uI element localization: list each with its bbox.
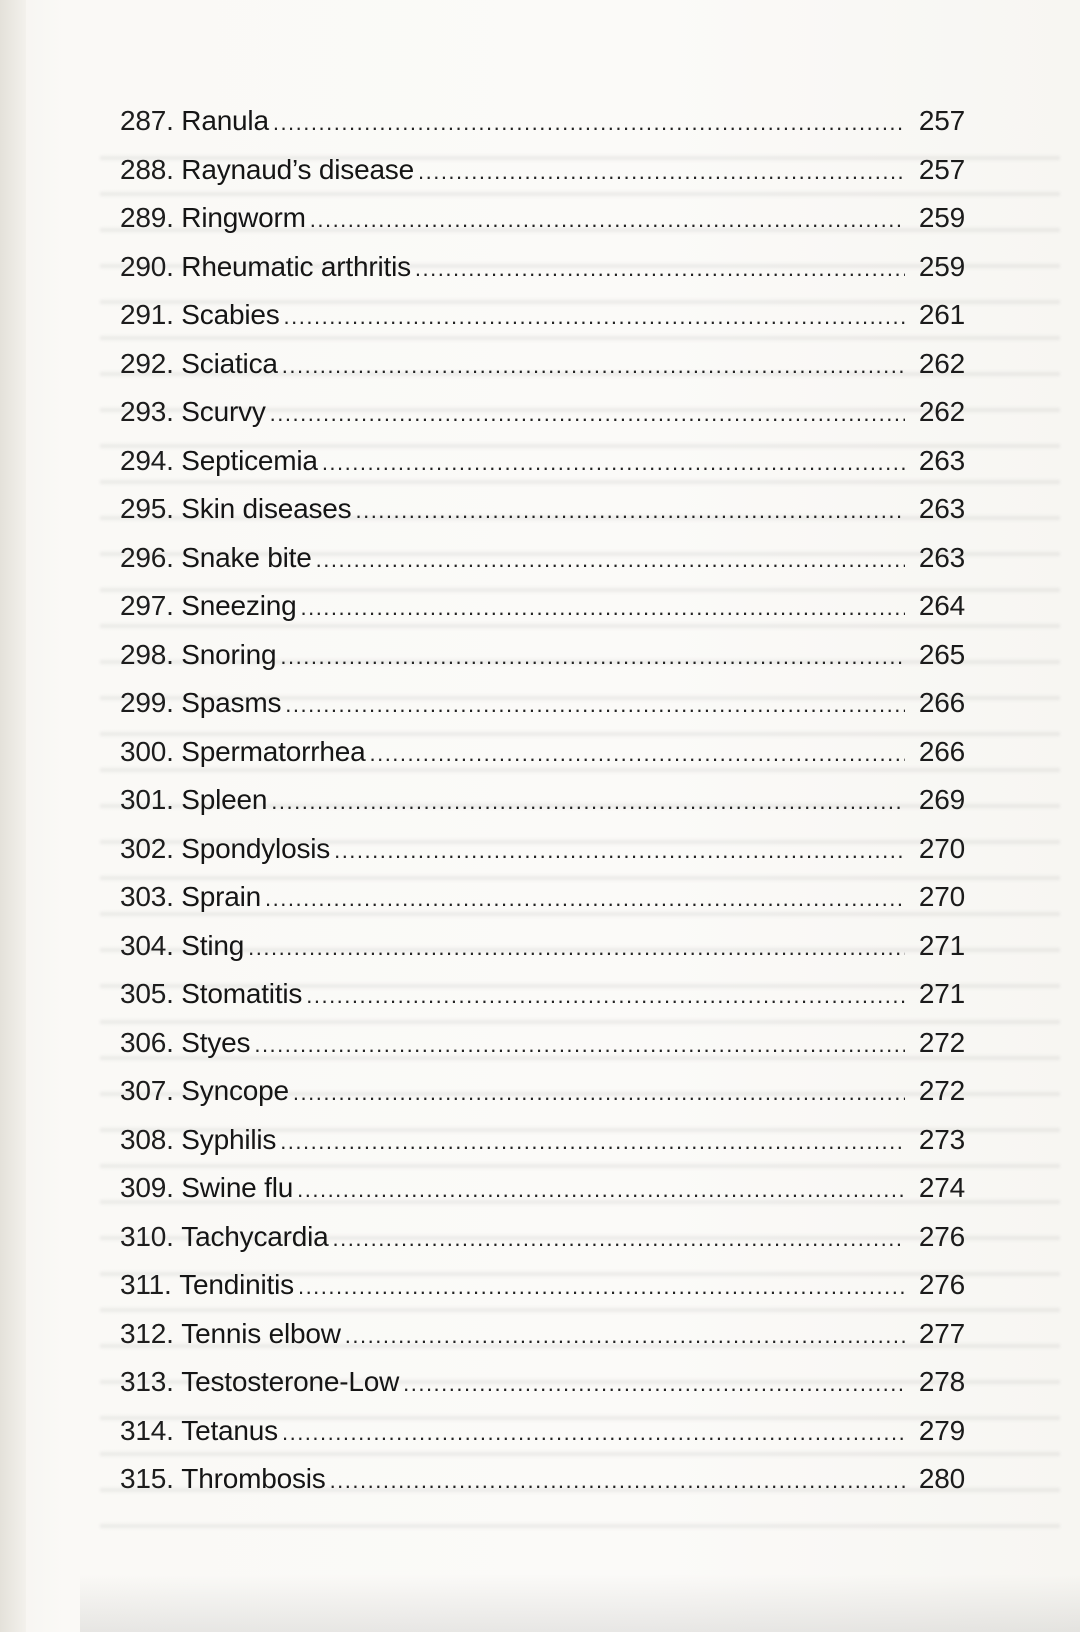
- dot-leader: [282, 342, 905, 391]
- dot-leader: [369, 730, 905, 779]
- entry-number: 291.: [120, 299, 174, 330]
- entry-number: 292.: [120, 347, 174, 379]
- toc-entry: [120, 582, 965, 631]
- dot-leader: [345, 1312, 905, 1361]
- toc-entry: [120, 1067, 965, 1116]
- entry-title: Septicemia: [181, 444, 318, 476]
- entry-number: 301.: [120, 784, 174, 815]
- entry-number: 304.: [120, 929, 174, 961]
- entry-title: Sprain: [181, 881, 262, 912]
- entry-number: 315.: [120, 1463, 174, 1494]
- entry-page-number: 270: [918, 881, 965, 912]
- dot-leader: [254, 1021, 905, 1070]
- table-of-contents: [120, 97, 965, 1504]
- entry-page-number: 273: [918, 1123, 965, 1155]
- dot-leader: [293, 1069, 905, 1118]
- dot-leader: [322, 439, 905, 488]
- entry-title: Spondylosis: [181, 832, 331, 864]
- entry-page-number: 272: [918, 1026, 965, 1058]
- entry-page-number: 263: [918, 541, 965, 573]
- entry-page-number: 259: [918, 202, 965, 233]
- toc-entry: [120, 1455, 965, 1504]
- entry-number: 303.: [120, 881, 174, 912]
- entry-number: 305.: [120, 978, 174, 1009]
- entry-page-number: 274: [918, 1172, 965, 1203]
- dot-leader: [280, 1118, 905, 1167]
- entry-number: 293.: [120, 396, 174, 427]
- toc-entry: [120, 437, 965, 486]
- toc-entry: [120, 534, 965, 583]
- entry-page-number: 271: [918, 929, 965, 961]
- entry-title: Scabies: [181, 299, 280, 330]
- entry-page-number: 263: [918, 493, 965, 524]
- entry-number: 294.: [120, 444, 174, 476]
- toc-entry: [120, 1213, 965, 1262]
- toc-entry: [120, 1164, 965, 1213]
- entry-number: 306.: [120, 1026, 174, 1058]
- entry-page-number: 266: [918, 687, 965, 718]
- entry-number: 298.: [120, 638, 174, 670]
- entry-number: 302.: [120, 832, 174, 864]
- dot-leader: [284, 293, 905, 342]
- toc-entry: [120, 340, 965, 389]
- entry-number: 310.: [120, 1220, 174, 1252]
- dot-leader: [265, 875, 905, 924]
- toc-entry: [120, 146, 965, 195]
- dot-leader: [333, 1215, 905, 1264]
- dot-leader: [300, 584, 905, 633]
- entry-title: Spleen: [181, 784, 268, 815]
- entry-title: Styes: [181, 1026, 251, 1058]
- entry-title: Tachycardia: [181, 1220, 329, 1252]
- entry-title: Sting: [181, 929, 245, 961]
- entry-page-number: 262: [918, 347, 965, 379]
- dot-leader: [270, 390, 905, 439]
- toc-entry: [120, 970, 965, 1019]
- entry-title: Testosterone-Low: [181, 1366, 400, 1397]
- toc-entry: [120, 873, 965, 922]
- entry-title: Skin diseases: [181, 493, 352, 524]
- entry-title: Snake bite: [181, 541, 312, 573]
- page-bottom-shadow: [80, 1574, 1080, 1632]
- entry-number: 311.: [120, 1269, 172, 1300]
- toc-entry: [120, 485, 965, 534]
- entry-title: Spermatorrhea: [181, 735, 366, 767]
- entry-title: Ringworm: [181, 202, 306, 233]
- toc-entry: [120, 97, 965, 146]
- entry-page-number: 270: [918, 832, 965, 864]
- toc-entry: [120, 388, 965, 437]
- entry-page-number: 276: [918, 1269, 965, 1300]
- entry-page-number: 280: [918, 1463, 965, 1494]
- dot-leader: [415, 245, 905, 294]
- entry-title: Rheumatic arthritis: [181, 250, 411, 282]
- entry-page-number: 261: [918, 299, 965, 330]
- entry-page-number: 279: [918, 1414, 965, 1446]
- entry-number: 309.: [120, 1172, 174, 1203]
- entry-title: Tennis elbow: [181, 1317, 341, 1349]
- toc-entry: [120, 1310, 965, 1359]
- entry-page-number: 257: [918, 153, 965, 185]
- entry-number: 290.: [120, 250, 174, 282]
- toc-entry: [120, 631, 965, 680]
- entry-title: Stomatitis: [181, 978, 303, 1009]
- entry-page-number: 262: [918, 396, 965, 427]
- toc-entry: [120, 1407, 965, 1456]
- entry-number: 312.: [120, 1317, 174, 1349]
- entry-page-number: 257: [918, 105, 965, 136]
- dot-leader: [334, 827, 905, 876]
- entry-number: 296.: [120, 541, 174, 573]
- toc-entry: [120, 776, 965, 825]
- entry-title: Tendinitis: [179, 1269, 294, 1300]
- toc-entry: [120, 1261, 965, 1310]
- entry-title: Thrombosis: [181, 1463, 326, 1494]
- entry-number: 287.: [120, 105, 174, 136]
- entry-number: 299.: [120, 687, 174, 718]
- toc-entry: [120, 291, 965, 340]
- toc-entry: [120, 728, 965, 777]
- entry-number: 307.: [120, 1075, 174, 1106]
- toc-entry: [120, 243, 965, 292]
- entry-number: 288.: [120, 153, 174, 185]
- entry-title: Raynaud’s disease: [181, 153, 414, 185]
- toc-entry: [120, 922, 965, 971]
- entry-page-number: 271: [918, 978, 965, 1009]
- entry-page-number: 272: [918, 1075, 965, 1106]
- dot-leader: [282, 1409, 905, 1458]
- dot-leader: [306, 972, 905, 1021]
- entry-number: 308.: [120, 1123, 174, 1155]
- entry-number: 295.: [120, 493, 174, 524]
- dot-leader: [298, 1263, 905, 1312]
- dot-leader: [355, 487, 905, 536]
- entry-page-number: 278: [918, 1366, 965, 1397]
- entry-page-number: 266: [918, 735, 965, 767]
- entry-title: Syphilis: [181, 1123, 277, 1155]
- dot-leader: [403, 1360, 905, 1409]
- entry-page-number: 264: [918, 590, 965, 621]
- entry-title: Scurvy: [181, 396, 266, 427]
- entry-title: Spasms: [181, 687, 282, 718]
- entry-number: 314.: [120, 1414, 174, 1446]
- entry-number: 297.: [120, 590, 174, 621]
- entry-title: Sciatica: [181, 347, 278, 379]
- dot-leader: [316, 536, 905, 585]
- dot-leader: [310, 196, 905, 245]
- entry-page-number: 259: [918, 250, 965, 282]
- dot-leader: [330, 1457, 905, 1506]
- entry-title: Sneezing: [181, 590, 297, 621]
- entry-number: 289.: [120, 202, 174, 233]
- toc-entry: [120, 679, 965, 728]
- dot-leader: [285, 681, 905, 730]
- dot-leader: [271, 778, 905, 827]
- dot-leader: [297, 1166, 905, 1215]
- entry-title: Tetanus: [181, 1414, 278, 1446]
- dot-leader: [248, 924, 905, 973]
- entry-number: 300.: [120, 735, 174, 767]
- entry-page-number: 265: [918, 638, 965, 670]
- toc-entry: [120, 194, 965, 243]
- entry-title: Swine flu: [181, 1172, 294, 1203]
- entry-page-number: 277: [918, 1317, 965, 1349]
- toc-entry: [120, 1019, 965, 1068]
- page-binding-edge: [0, 0, 26, 1632]
- entry-page-number: 263: [918, 444, 965, 476]
- entry-page-number: 276: [918, 1220, 965, 1252]
- toc-entry: [120, 1116, 965, 1165]
- entry-number: 313.: [120, 1366, 174, 1397]
- dot-leader: [418, 148, 905, 197]
- toc-entry: [120, 825, 965, 874]
- dot-leader: [280, 633, 905, 682]
- entry-title: Snoring: [181, 638, 277, 670]
- entry-title: Ranula: [181, 105, 269, 136]
- dot-leader: [273, 99, 905, 148]
- entry-page-number: 269: [918, 784, 965, 815]
- toc-entry: [120, 1358, 965, 1407]
- entry-title: Syncope: [181, 1075, 289, 1106]
